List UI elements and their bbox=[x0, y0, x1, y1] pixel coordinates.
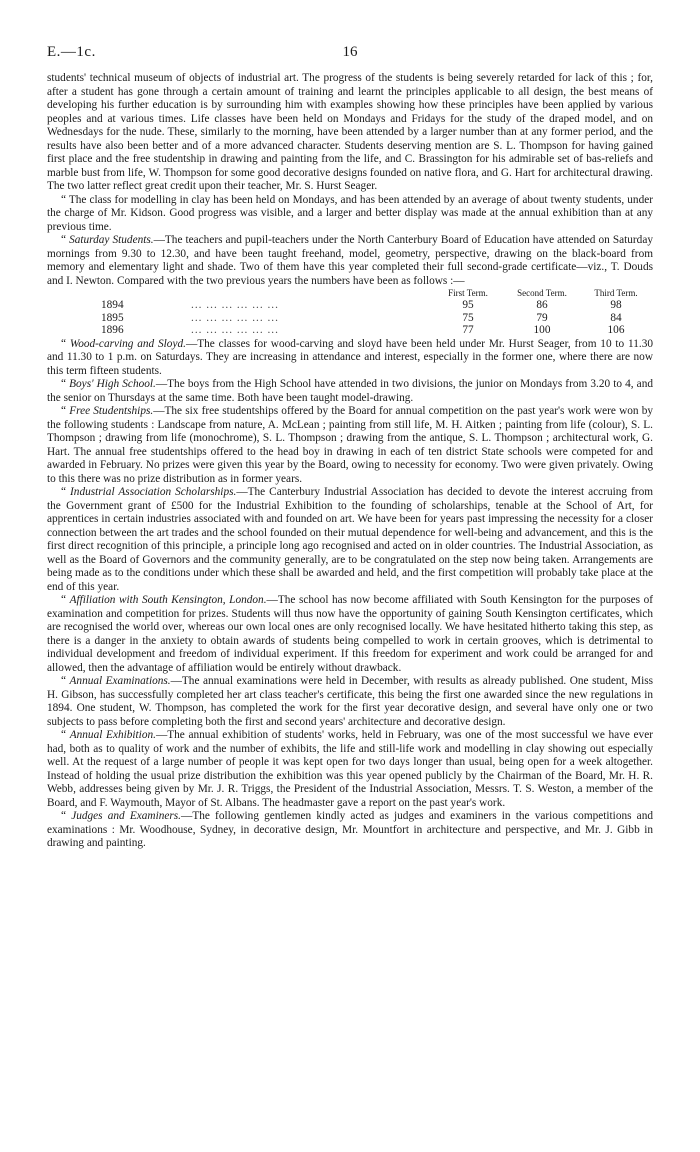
third-term-value: 84 bbox=[610, 311, 622, 324]
paragraph-annual-examinations: “ Annual Examinations.—The annual examinations were held in December, with results as already published. One student, Miss H. Gibson, has successfully completed her art class teacher's certificate, this being the first one awarded since the new regulations in 1894. One student, W. Thompson, has completed the work for the first year decorative design, and several have only one or two subjects to pass before completing both the first and second years' architecture and decorative design. bbox=[47, 675, 653, 728]
paragraph-wood-carving: “ Wood-carving and Sloyd.—The classes for wood-carving and sloyd have been held under Mr. Hurst Seager, from 10 to 11.30 and 11.30 to 1 p.m. on Saturdays. They are increasing in attendance and interest, especially in the former one, where there are now this term fifteen students. bbox=[47, 337, 654, 377]
paragraph-annual-exhibition: “ Annual Exhibition.—The annual exhibition of students' works, held in February, was one of the most successful we have ever had, both as to quality of work and the number of exhibits, the life and still-life work and modelling in clay showing out especially well. At the request of a large number of people it was kept open for two days longer than usual, being open for a week altogether. Instead of holding the usual prize distribution the exhibition was this year opened publicly by the Chairman of the Board, Mr. H. R. Webb, addresses being given by Mr. J. R. Triggs, the President of the Industrial Association, Messrs. T. S. Weston, a member of the Board, and F. Waymouth, Mayor of St. Albans. The headmaster gave a report on the past year's work. bbox=[47, 729, 653, 809]
leader-dots: ... ... ... ... ... ... bbox=[191, 299, 279, 311]
section-heading: Boys' High School. bbox=[69, 378, 156, 390]
paragraph-free-studentships: “ Free Studentships.—The six free studentships offered by the Board for annual competition on the past year's work were won by the following students : Landscape from nature, A. McLean ; painting from still life, M. H. Aitken ; painting from life (colour), S. L. Thompson ; drawing from life (monochrome), S. L. Thompson ; drawing from the antique, S. L. Thompson ; architectural work, G. Hart. The annual free studentships offered to the head boy in drawing in each of ten district State schools were competed for and awarded in February. No prizes were given this year by the Board, owing to necessity for economy. Two were given privately. Owing to this there was no prize distribution as in former years. bbox=[47, 405, 654, 485]
first-term-value: 75 bbox=[462, 311, 474, 324]
page-header bbox=[47, 44, 653, 66]
paragraph-saturday-students: “ Saturday Students.—The teachers and pupil-teachers under the North Canterbury Board of Education have attended on Saturday mornings from 9.30 to 12.30, and have been taught freehand, model, geometry, perspective, drawing on the black-board from memory and elementary light and shade. Two of them have this year completed their full second-grade certificate—viz., T. Douds and I. Newton. Compared with the two previous years the numbers have been as follows :— bbox=[47, 234, 653, 287]
third-term-value: 106 bbox=[607, 324, 625, 336]
section-heading: Free Studentships. bbox=[69, 405, 154, 417]
report-body bbox=[47, 72, 653, 851]
page-number: 16 bbox=[342, 44, 358, 60]
paragraph-museum: students' technical museum of objects of industrial art. The progress of the students is being severely retarded for lack of this ; for, after a student has gone through a certain amount of training and learnt the principles applicable to all design, the best means of developing his further education is by surrounding him with examples showing how these principles have been applied by various peoples and at various times. Life classes have been held on Mondays and Fridays for the study of the draped model, and on Wednesdays for the nude. These, similarly to the morning, have been attended by a larger number than at any former period, and the results have also been better and of a more advanced character. Students deserving mention are S. L. Thompson for having gained first place and the free studentship in drawing and painting from the life, and C. Brassington for his admirable set of bas-reliefs and marble bust from life, W. Thompson for some good decorative designs founded on native flora, and G. Hart for architectural drawing. The two latter reflect great credit upon their teacher, Mr. S. Hurst Seager. bbox=[47, 72, 653, 192]
section-heading: Annual Examinations. bbox=[69, 675, 171, 687]
column-header-second-term: Second Term. bbox=[517, 288, 567, 298]
paragraph-boys-high-school: “ Boys' High School.—The boys from the High School have attended in two divisions, the junior on Mondays from 3.20 to 4, and the senior on Thursdays at the same time. Both have been taught model-drawing. bbox=[47, 378, 653, 404]
row-year: 1896 bbox=[101, 324, 124, 336]
leader-dots: ... ... ... ... ... ... bbox=[191, 311, 279, 324]
table-header-row bbox=[47, 288, 653, 299]
paragraph-judges-examiners: “ Judges and Examiners.—The following gentlemen kindly acted as judges and examiners in the various competitions and examinations : Mr. Woodhouse, Sydney, in decorative design, Mr. Mountfort in architecture and perspective, and Mr. J. Gibb in drawing and painting. bbox=[47, 810, 653, 849]
section-heading: Affiliation with South Kensington, London. bbox=[69, 594, 267, 606]
paragraph-affiliation: “ Affiliation with South Kensington, London.—The school has now become affiliated with South Kensington for the purposes of examination and competition for prizes. Students will thus now have the opportunity of gaining South Kensington certificates, which are recognised the world over, whereas our own local ones are only recognised locally. We have hesitated hitherto taking this step, as there is a danger in the anxiety to obtain awards of students being compelled to work in certain grooves, which is detrimental to individual development and freedom of individual experiment. If this freedom for experiment and work could be arranged for and allowed, then the advantage of affiliation would be entirely without drawback. bbox=[47, 594, 654, 674]
first-term-value: 95 bbox=[462, 299, 474, 311]
first-term-value: 77 bbox=[462, 324, 474, 336]
document-reference: E.—1c. bbox=[47, 44, 96, 60]
third-term-value: 98 bbox=[610, 299, 622, 311]
second-term-value: 100 bbox=[533, 324, 551, 336]
second-term-value: 86 bbox=[536, 299, 548, 311]
paragraph-industrial-scholarships: “ Industrial Association Scholarships.—The Canterbury Industrial Association has decided to devote the interest accruing from the Government grant of £500 for the Industrial Exhibition to the founding of scholarships, tenable at the School of Art, for apprentices in certain industries associated with and founded on art. We have been for years past impressing the necessity for a closer connection between the art trades and the school founded on their mutual dependence for well-being and advancement, and this is the first direct recognition of this principle, a principle long ago recognised and acted on in older countries. The Industrial Association, as well as the Board of Governors and the community generally, are to be congratulated on the step now being taken. Arrangements are being made as to the conditions under which these shall be awarded and held, and the first competition will probably take place at the end of this year. bbox=[47, 486, 654, 593]
section-heading: Judges and Examiners. bbox=[71, 810, 182, 822]
table-row bbox=[47, 324, 653, 337]
column-header-first-term: First Term. bbox=[448, 288, 488, 298]
section-heading: Saturday Students. bbox=[69, 234, 154, 246]
table-row bbox=[47, 312, 653, 325]
column-header-third-term: Third Term. bbox=[594, 288, 638, 298]
section-heading: Wood-carving and Sloyd. bbox=[69, 337, 186, 350]
row-year: 1895 bbox=[101, 311, 124, 324]
table-row bbox=[47, 299, 653, 312]
section-heading: Annual Exhibition. bbox=[69, 729, 156, 741]
leader-dots: ... ... ... ... ... ... bbox=[191, 324, 279, 336]
paragraph-modelling: “ The class for modelling in clay has been held on Mondays, and has been attended by an average of about twenty students, under the charge of Mr. Kidson. Good progress was visible, and a larger and better display was made at the annual exhibition than at any previous time. bbox=[47, 193, 653, 233]
second-term-value: 79 bbox=[536, 311, 548, 324]
document-page bbox=[47, 44, 653, 851]
attendance-table bbox=[47, 288, 653, 337]
section-heading: Industrial Association Scholarships. bbox=[70, 486, 237, 498]
row-year: 1894 bbox=[101, 299, 124, 311]
